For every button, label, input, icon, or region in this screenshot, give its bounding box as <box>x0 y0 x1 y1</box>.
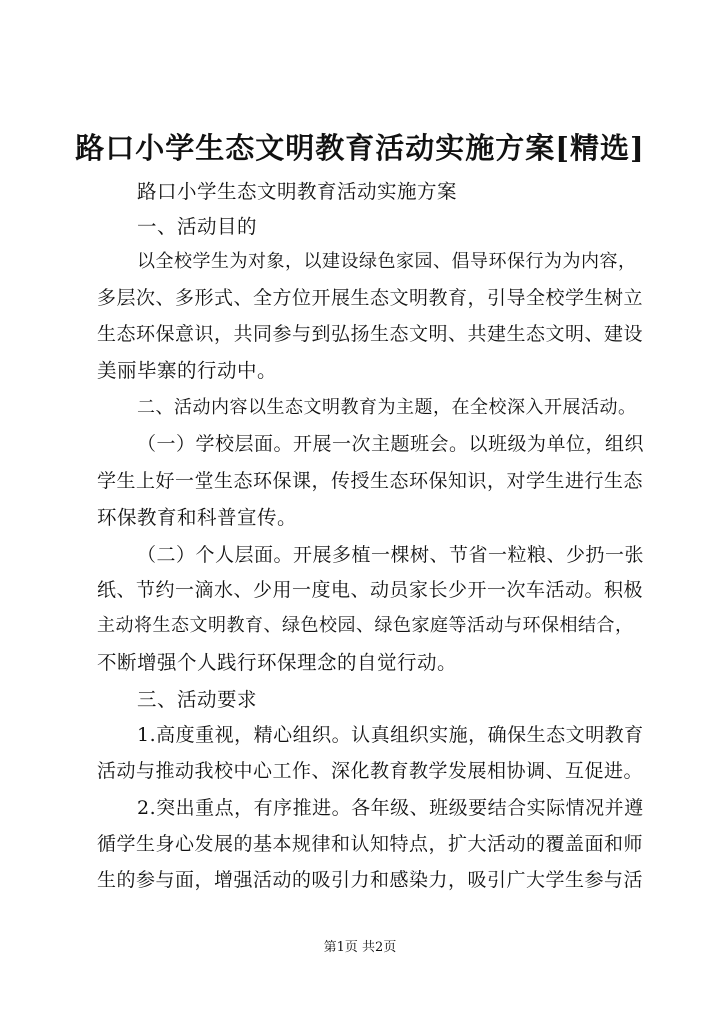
paragraph-line: 多层次、多形式、全方位开展生态文明教育，引导全校学生树立 <box>97 287 644 309</box>
paragraph-line: 美丽毕寨的行动中。 <box>97 359 278 382</box>
paragraph-line: 活动与推动我校中心工作、深化教育教学发展相协调、互促进。 <box>97 760 644 782</box>
subtitle-line: 路口小学生态文明教育活动实施方案 <box>137 180 458 203</box>
document-title: 路口小学生态文明教育活动实施方案[精选] <box>75 131 645 165</box>
paragraph-line: 纸、节约一滴水、少用一度电、动员家长少开一次车活动。积极 <box>97 579 644 601</box>
paragraph-line: 以全校学生为对象，以建设绿色家园、倡导环保行为为内容， <box>137 251 637 272</box>
page-footer: 第1页 共2页 <box>323 940 397 955</box>
paragraph-line: （一）学校层面。开展一次主题班会。以班级为单位，组织 <box>137 433 645 455</box>
paragraph-line: 1.高度重视，精心组织。认真组织实施，确保生态文明教育 <box>137 724 644 746</box>
paragraph-line: 学生上好一堂生态环保课，传授生态环保知识，对学生进行生态 <box>97 470 644 492</box>
paragraph-line: 循学生身心发展的基本规律和认知特点，扩大活动的覆盖面和师 <box>97 833 644 855</box>
paragraph-line: 2.突出重点，有序推进。各年级、班级要结合实际情况并遵 <box>137 797 644 819</box>
paragraph-line: 不断增强个人践行环保理念的自觉行动。 <box>97 651 458 674</box>
paragraph-line: 生的参与面，增强活动的吸引力和感染力，吸引广大学生参与活 <box>97 869 644 891</box>
paragraph-line: （二）个人层面。开展多植一棵树、节省一粒粮、少扔一张 <box>137 544 645 566</box>
section-heading: 二、活动内容以生态文明教育为主题，在全校深入开展活动。 <box>137 397 637 418</box>
paragraph-line: 生态环保意识，共同参与到弘扬生态文明、共建生态文明、建设 <box>97 323 644 345</box>
paragraph-line: 主动将生态文明教育、绿色校园、绿色家庭等活动与环保相结合， <box>97 615 634 636</box>
paragraph-line: 环保教育和科普宣传。 <box>97 506 298 529</box>
section-heading: 三、活动要求 <box>137 688 258 711</box>
section-heading: 一、活动目的 <box>137 215 258 238</box>
